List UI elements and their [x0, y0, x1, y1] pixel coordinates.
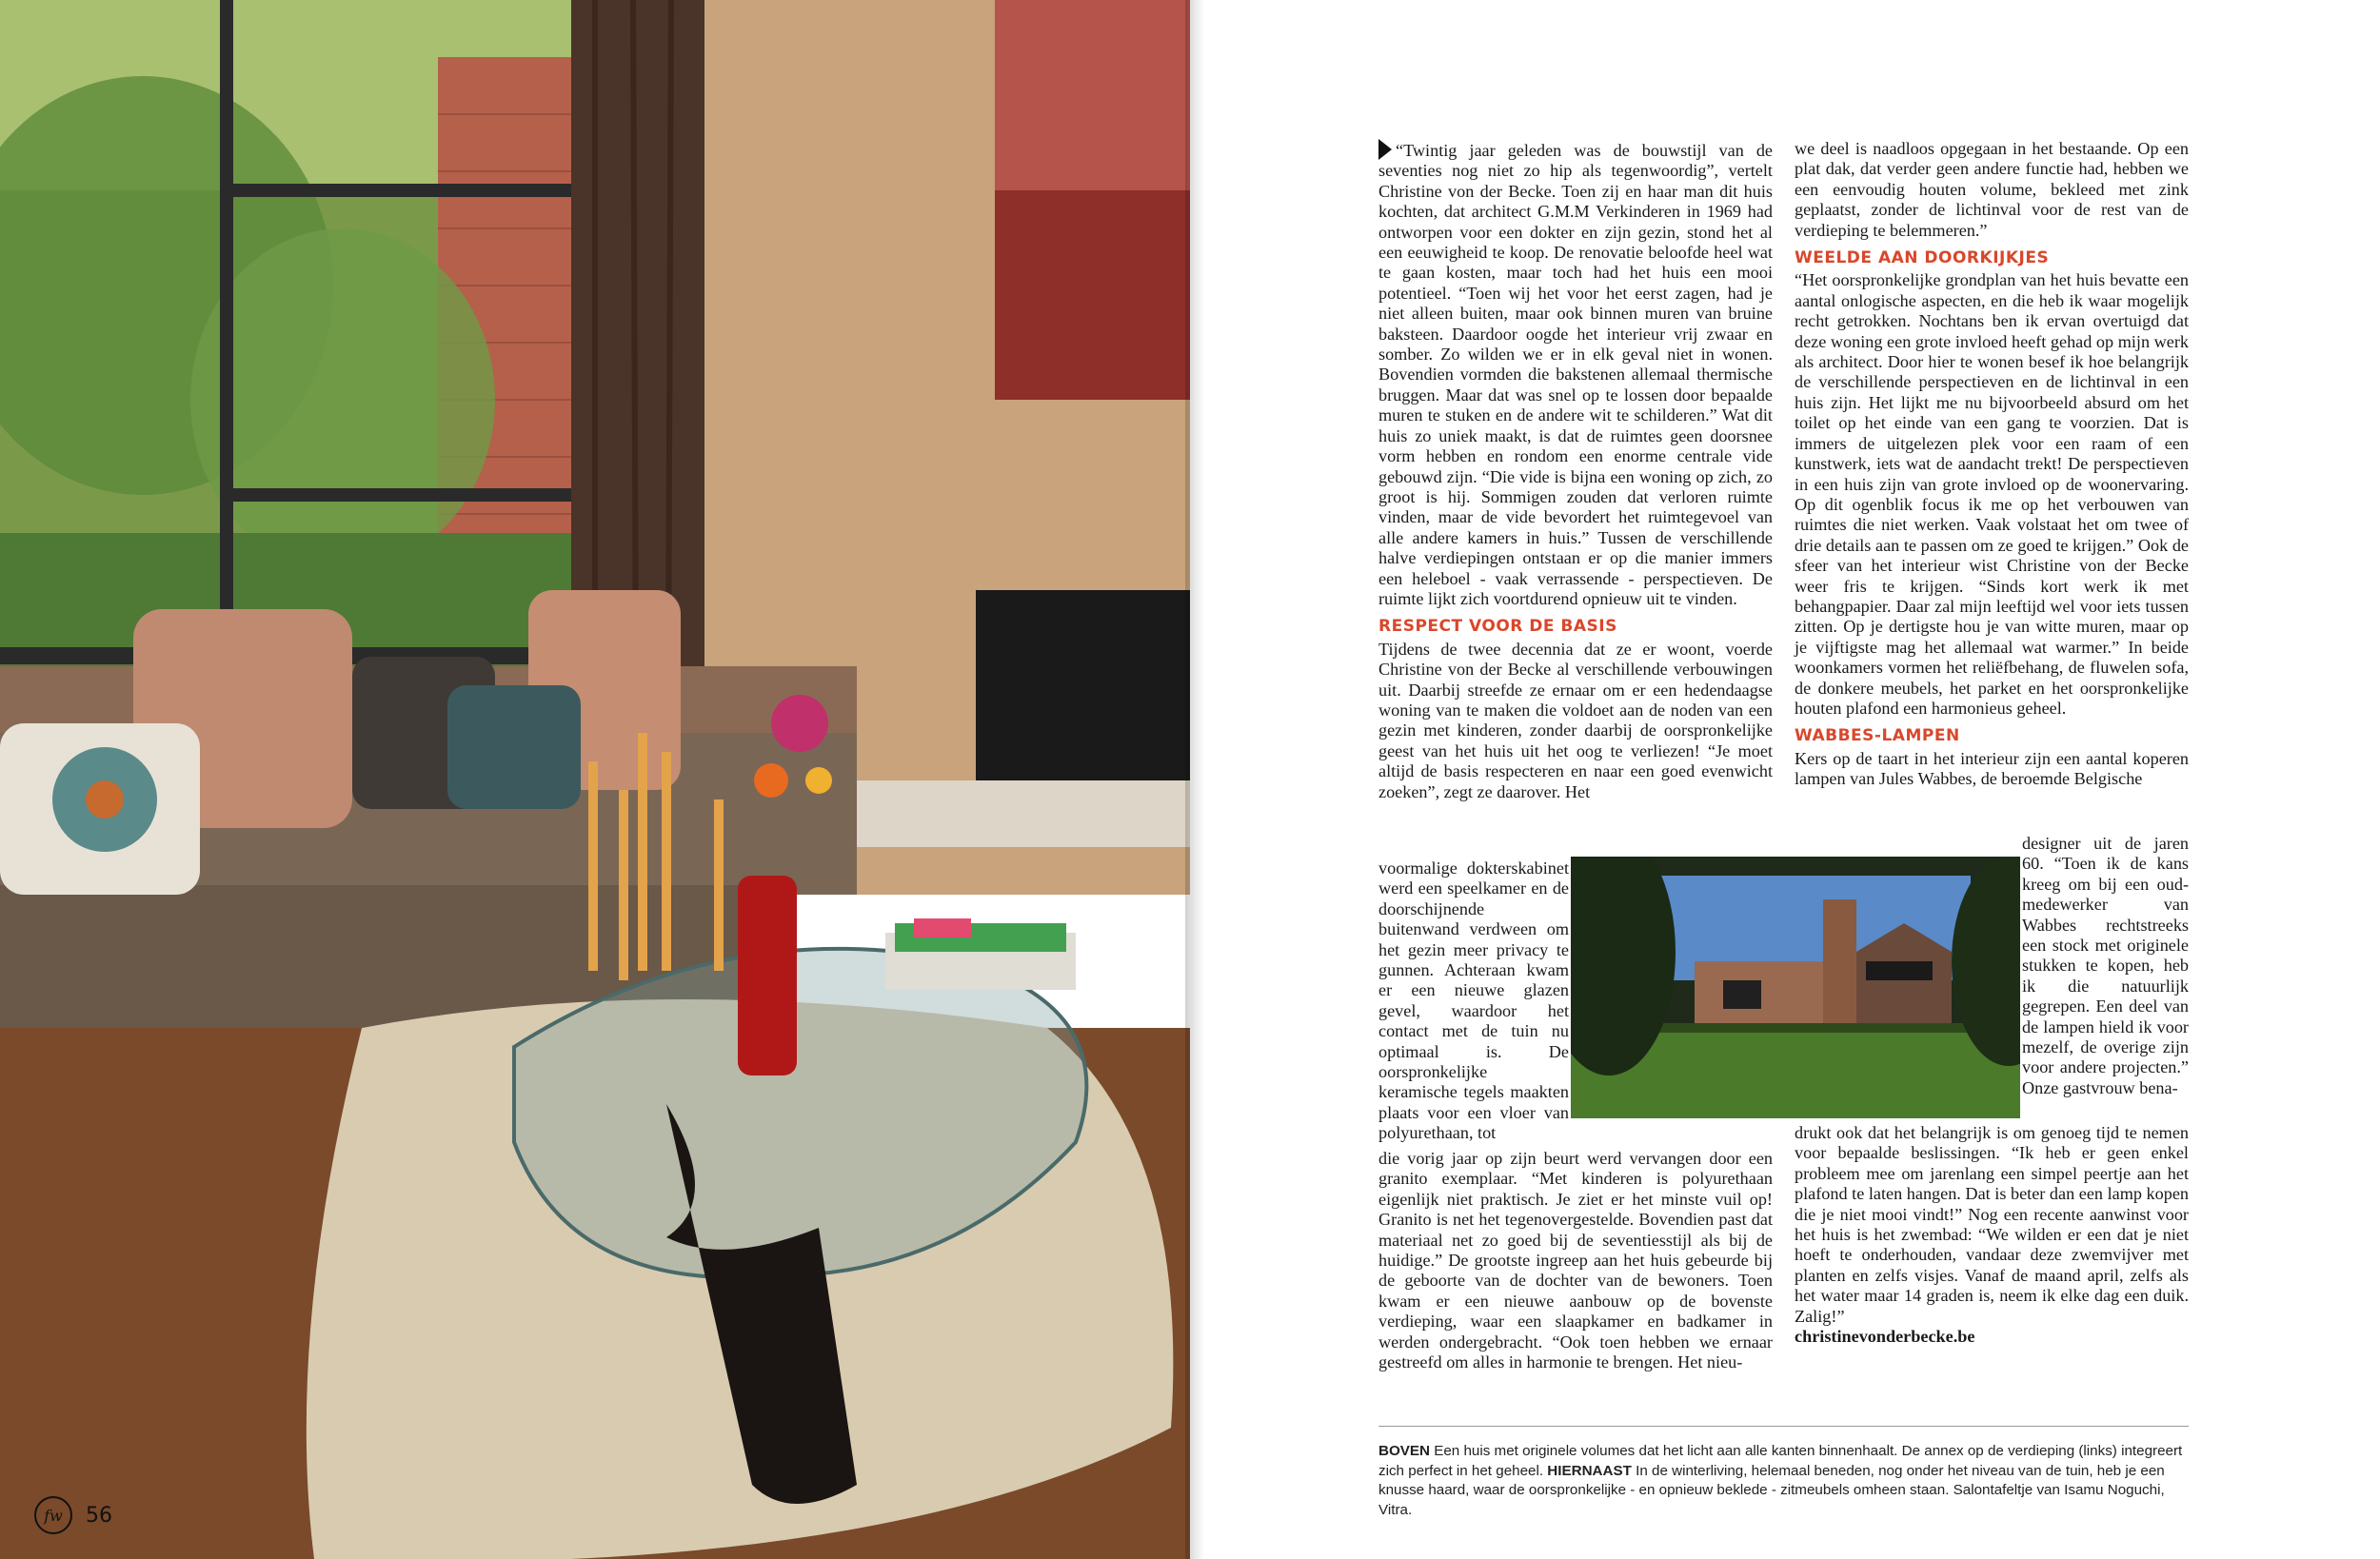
page-gutter [1185, 0, 1204, 1559]
caption-label-hiernaast: HIERNAAST [1547, 1462, 1632, 1479]
article-column-2-bottom: drukt ook dat het belangrijk is om genoeg tijd te nemen voor bepaalde beslissingen. “Ik heb er geen enkel probleem mee om jarenlang een simpel peertje aan het plafond te laten hangen. Dat is beter dan een lamp kopen die je niet mooi vindt!” Nog een recente aanwinst voor het huis is het zwembad: “We wilden er een dat je niet hoeft te onderhouden, vandaar deze zwemvijver met planten en zelfs visjes. Vanaf de maand april, zelfs als het water maar 14 graden is, neem ik elke dag een duik. Zalig!” christinevonderbecke.be [1795, 1123, 2189, 1347]
article-column-1 [1378, 139, 1773, 802]
article-column-1-narrow: voormalige dokterskabinet werd een speelkamer en de doorschijnende buitenwand verdween om het gezin meer privacy te gunnen. Achteraan kwam er een nieuwe glazen gevel, waardoor het contact met de tuin nu optimaal is. De oorspronkelijke keramische tegels maakten plaats voor een vloer van polyurethaan, tot [1378, 858, 1569, 1143]
page-number: 56 [86, 1503, 112, 1528]
article-column-2-narrow: designer uit de jaren 60. “Toen ik de kans kreeg om bij een oud-medewerker van Wabbes rechtstreeks een stock met originele stukken te kopen, heb ik die natuurlijk gegrepen. Een deel van de lampen hield ik voor mezelf, de overige zijn voor andere projecten.” Onze gastvrouw bena- [2022, 834, 2189, 1097]
photo-caption: BOVEN Een huis met originele volumes dat het licht aan alle kanten binnenhaalt. De annex op de verdieping (links) integreert zich perfect in het geheel. HIERNAAST In de winterliving, helemaal beneden, nog onder het niveau van de tuin, heb je een knusse haard, waar de oorspronkelijke - en opnieuw beklede - zitmeubels omheen staan. Salontafeltje van Isamu Noguchi, Vitra. [1378, 1443, 2183, 1518]
section-heading-respect: RESPECT VOOR DE BASIS [1378, 617, 1617, 637]
section-heading-weelde: WEELDE AAN DOORKIJKJES [1795, 248, 2050, 268]
article-basis-paragraph: Tijdens de twee decennia dat ze er woont, voerde Christine von der Becke al verschillende verbouwingen uit. Daarbij streefde ze ernaar om er een hedendaagse woning van te maken die voldoet aan de noden van een gezin met kinderen, zonder daarbij de oorspronkelijke geest van het huis uit het oog te verliezen! “Je moet altijd de basis respecteren en naar een goed evenwicht zoeken”, zegt ze daarover. Het [1378, 639, 1773, 801]
caption-label-boven: BOVEN [1378, 1443, 1431, 1459]
caption-divider [1378, 1426, 2189, 1427]
article-column-1-bottom: die vorig jaar op zijn beurt werd vervangen door een granito exemplaar. “Met kinderen is polyurethaan eigenlijk niet praktisch. Je ziet er het minste vuil op! Granito is net het tegenovergestelde. Bovendien past dat materiaal net zo goed bij de seventiesstijl als bij de huidige.” De grootste ingreep aan het huis gebeurde bij de geboorte van de dochter van de bewoners. Toen kwam er een nieuwe aanbouw op de bovenste verdieping, waar een slaapkamer en badkamer in werden ondergebracht. “Ook toen hebben we ernaar gestreefd om alles in harmonie te brengen. Het nieu- [1378, 1149, 1773, 1372]
article-intro: “Twintig jaar geleden was de bouwstijl van de seventies nog niet zo hip als tegenwoordig”, vertelt Christine von der Becke. Toen zij en haar man dit huis kochten, dat architect G.M.M Verkinderen in 1969 had ontworpen voor een dokter en zijn gezin, stond het al een eeuwigheid te koop. De renovatie beloofde heel wat te gaan kosten, maar toch had het huis een mooi potentieel. “Toen wij het voor het eerst zagen, had je niet alleen buiten, maar ook binnen muren van bruine baksteen. Daardoor oogde het interieur vrij zwaar en somber. Zo wilden we er in elk geval niet in wonen. Bovendien vormden die bakstenen allemaal thermische bruggen. Maar dat was snel op te lossen door bepaalde muren te stuken en de andere wit te schilderen.” Wat dit huis zo uniek maakt, is dat de ruimtes geen doorsnee vorm hebben en rondom een enorme centrale vide gebouwd zijn. “Die vide is bijna een woning op zich, zo groot is hij. Sommigen zouden dat verloren ruimte vinden, maar de vide bevordert het ruimtegevoel van alle andere kamers in huis.” Tussen de verschillende halve verdiepingen ontstaan er op die manier immers een heleboel - vaak verrassende - perspectieven. De ruimte lijkt zich voortdurend opnieuw uit te vinden. [1378, 141, 1773, 608]
website-url[interactable]: christinevonderbecke.be [1795, 1327, 1975, 1347]
house-exterior-illustration [1571, 857, 2020, 1118]
section-heading-wabbes: WABBES-LAMPEN [1795, 726, 1960, 746]
magazine-logo: fw [34, 1496, 72, 1534]
article-column-2: we deel is naadloos opgegaan in het bestaande. Op een plat dak, dat verder geen andere functie had, hebben we een eenvoudig houten volume, bekleed met zink geplaatst, zonder de lichtinval voor de rest van de verdieping te belemmeren.” WEELDE AAN DOORKIJKJES “Het oorspronkelijke grondplan van het huis bevatte een aantal onlogische aspecten, en die heb ik waar mogelijk recht getrokken. Nochtans ben ik ervan overtuigd dat deze woning een grote invloed heeft gehad op mijn werk als architect. Door hier te wonen besef ik hoe belangrijk de verschillende perspectieven en de lichtinval in een huis zijn. Het lijkt me nu bijvoorbeeld absurd om het toilet op het einde van een gang te voorzien. Dat is immers de uitgelezen plek voor een raam of een kunstwerk, iets wat de aandacht trekt! De perspectieven in een huis zijn van grote invloed op de woonervaring. Op dit ogenblik focus ik me op het verbouwen van ruimtes die niet werken. Vaak volstaat het om twee of drie details aan te passen om ze goed te krijgen.” Ook de sfeer van het interieur wist Christine von der Becke weer fris te krijgen. “Sinds kort werk ik met behangpapier. Daar zal mijn leeftijd wel voor iets tussen zitten. Op je dertigste hou je van witte muren, maar op je vijftigste mag het allemaal wat warmer.” In beide woonkamers vormen het reliëfbehang, de fluwelen sofa, de donkere meubels, het parket en het oorspronkelijke houten plafond een harmonieus geheel. WABBES-LAMPEN Kers op de taart in het interieur zijn een aantal koperen lampen van Jules Wabbes, de beroemde Belgische [1795, 139, 2189, 789]
start-marker-icon [1378, 139, 1392, 160]
page-folio [34, 1496, 112, 1534]
house-exterior-photo [1571, 857, 2020, 1118]
